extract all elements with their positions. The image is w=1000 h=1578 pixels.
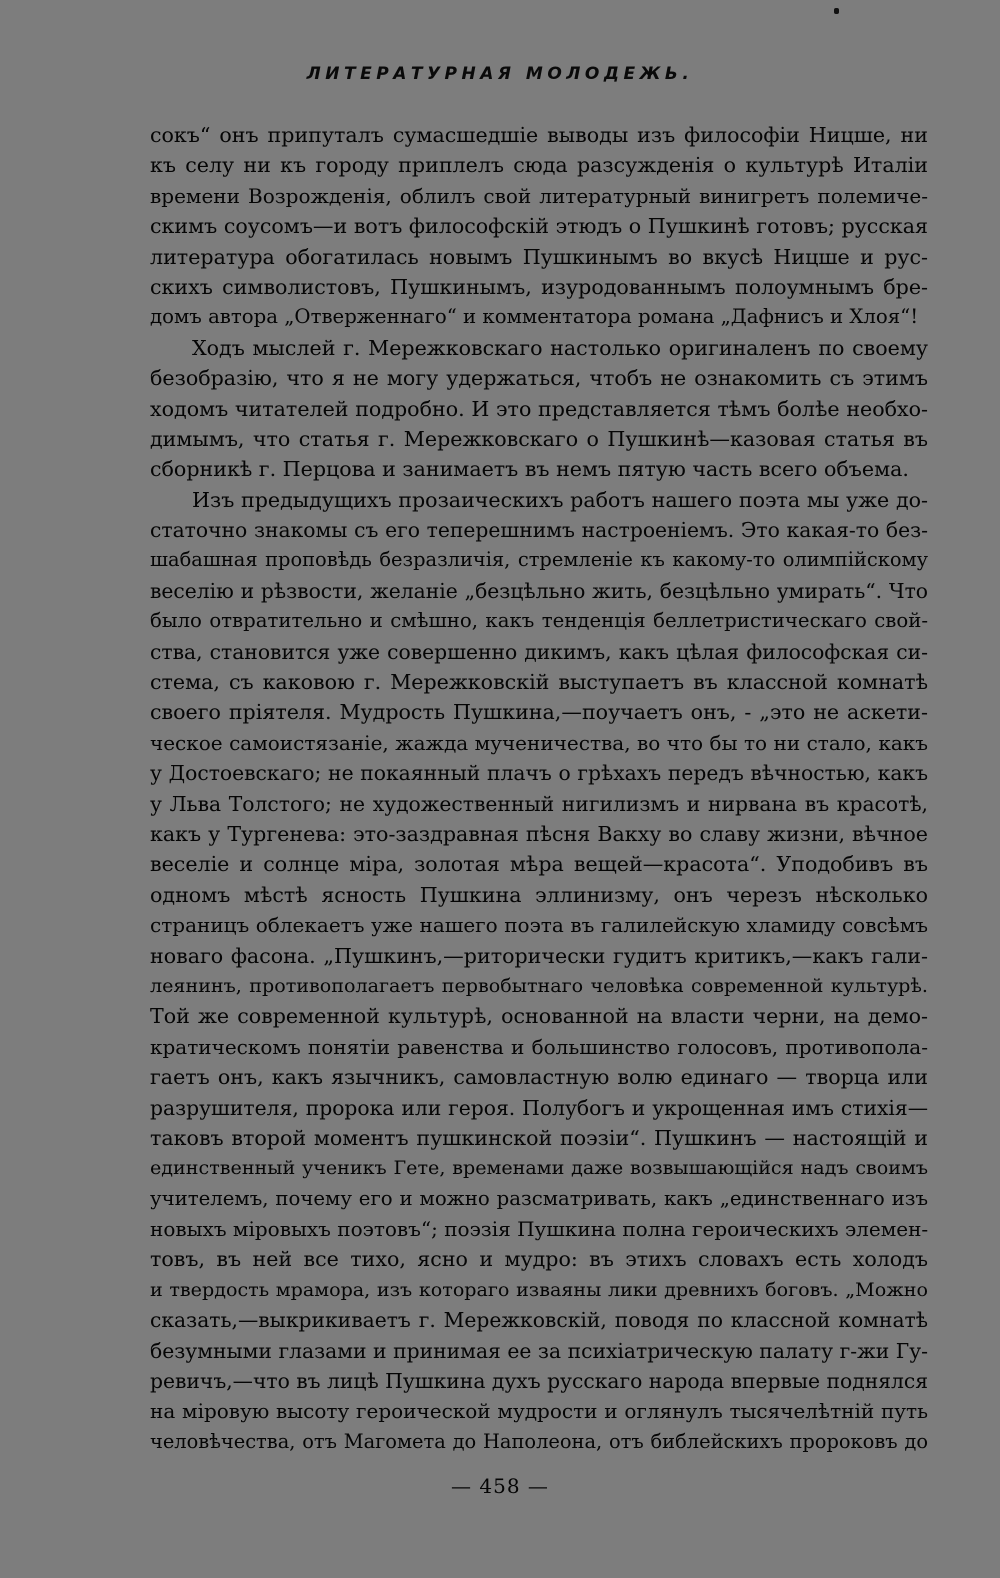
- text-line: скимъ соусомъ—и вотъ философскій этюдъ о Пушкинѣ готовъ; русская: [150, 214, 928, 239]
- text-line: веселію и рѣзвости, желаніе „безцѣльно жить, безцѣльно умирать“. Что: [150, 578, 928, 603]
- text-line: времени Возрожденія, облилъ свой литературный винигретъ полемиче-: [150, 183, 928, 208]
- text-line: шабашная проповѣдь безразличія, стремленіе къ какому-то олимпійскому: [150, 548, 928, 572]
- paragraph-first-line: Изъ предыдущихъ прозаическихъ работъ нашего поэта мы уже до-: [192, 487, 928, 512]
- text-line: и твердость мрамора, изъ котораго изваяны лики древнихъ боговъ. „Можно: [150, 1277, 928, 1301]
- text-line: сказать,—выкрикиваетъ г. Мережковскій, поводя по классной комнатѣ: [150, 1308, 928, 1333]
- text-line: человѣчества, отъ Магомета до Наполеона, отъ библейскихъ пророковъ до: [150, 1429, 928, 1453]
- text-line: веселіе и солнце міра, золотая мѣра вещей—красота“. Уподобивъ въ: [150, 852, 928, 877]
- text-line: учителемъ, почему его и можно разсматривать, какъ „единственнаго изъ: [150, 1186, 928, 1210]
- page-number: — 458 —: [451, 1474, 549, 1498]
- text-line: стема, съ каковою г. Мережковскій выступаетъ въ классной комнатѣ: [150, 670, 928, 695]
- running-head: ЛИТЕРАТУРНАЯ МОЛОДЕЖЬ.: [306, 64, 694, 84]
- text-line: димымъ, что статья г. Мережковскаго о Пушкинѣ—казовая статья въ: [150, 426, 928, 451]
- text-line: сокъ“ онъ припуталъ сумасшедшіе выводы изъ философіи Ницше, ни: [150, 123, 928, 147]
- paragraph-first-line: Ходъ мыслей г. Мережковскаго настолько оригиналенъ по своему: [192, 335, 928, 360]
- text-line: у Достоевскаго; не покаянный плачъ о грѣхахъ передъ вѣчностью, какъ: [150, 761, 928, 786]
- text-line: товъ, въ ней все тихо, ясно и мудро: въ этихъ словахъ есть холодъ: [150, 1247, 928, 1272]
- text-line: на міровую высоту героической мудрости и оглянулъ тысячелѣтній путь: [150, 1399, 928, 1424]
- text-line: литература обогатилась новымъ Пушкинымъ во вкусѣ Ницше и рус-: [150, 244, 928, 269]
- text-line: скихъ символистовъ, Пушкинымъ, изуродованнымъ полоумнымъ бре-: [150, 274, 928, 299]
- print-speck: [834, 8, 839, 14]
- text-line: ства, становится уже совершенно дикимъ, какъ цѣлая философская си-: [150, 639, 928, 664]
- text-line: единственный ученикъ Гете, временами даже возвышающійся надъ своимъ: [150, 1156, 928, 1180]
- paragraph-end-line: домъ автора „Отверженнаго“ и комментатора романа „Дафнисъ и Хлоя“!: [150, 305, 919, 329]
- paragraph-end-line: сборникѣ г. Перцова и занимаетъ въ немъ пятую часть всего объема.: [150, 457, 909, 482]
- text-line: какъ у Тургенева: это-заздравная пѣсня Вакху во славу жизни, вѣчное: [150, 821, 928, 846]
- text-line: кратическомъ понятіи равенства и большинство голосовъ, противопола-: [150, 1034, 928, 1059]
- text-line: было отвратительно и смѣшно, какъ тенденція беллетристическаго свой-: [150, 609, 928, 633]
- text-line: одномъ мѣстѣ ясность Пушкина эллинизму, онъ черезъ нѣсколько: [150, 882, 928, 907]
- text-line: своего пріятеля. Мудрость Пушкина,—поучаетъ онъ, - „это не аскети-: [150, 700, 928, 725]
- text-line: къ селу ни къ городу приплелъ сюда разсужденія о культурѣ Италіи: [150, 153, 928, 178]
- text-line: леянинъ, противополагаетъ первобытнаго человѣка современной культурѣ.: [150, 973, 928, 997]
- text-line: разрушителя, пророка или героя. Полубогъ и укрощенная имъ стихія—: [150, 1095, 928, 1120]
- body-text: [150, 120, 928, 1457]
- text-line: страницъ облекаетъ уже нашего поэта въ галилейскую хламиду совсѣмъ: [150, 913, 928, 938]
- text-line: новаго фасона. „Пушкинъ,—риторически гудитъ критикъ,—какъ гали-: [150, 943, 928, 968]
- text-line: ревичъ,—что въ лицѣ Пушкина духъ русскаго народа впервые поднялся: [150, 1369, 928, 1394]
- text-line: у Льва Толстого; не художественный нигилизмъ и нирвана въ красотѣ,: [150, 791, 928, 816]
- text-line: таковъ второй моментъ пушкинской поэзіи“. Пушкинъ — настоящій и: [150, 1125, 928, 1150]
- text-line: статочно знакомы съ его теперешнимъ настроеніемъ. Это какая-то без-: [150, 518, 928, 543]
- text-line: Той же современной культурѣ, основанной на власти черни, на демо-: [150, 1004, 928, 1029]
- text-line: новыхъ міровыхъ поэтовъ“; поэзія Пушкина полна героическихъ элемен-: [150, 1217, 928, 1242]
- text-line: безумными глазами и принимая ее за психіатрическую палату г-жи Гу-: [150, 1338, 928, 1363]
- text-line: безобразію, что я не могу удержаться, чтобъ не ознакомить съ этимъ: [150, 366, 928, 391]
- text-line: ческое самоистязаніе, жажда мученичества, во что бы то ни стало, какъ: [150, 730, 928, 755]
- text-line: гаетъ онъ, какъ язычникъ, самовластную волю единаго — творца или: [150, 1065, 928, 1090]
- text-line: ходомъ читателей подробно. И это представляется тѣмъ болѣе необхо-: [150, 396, 928, 421]
